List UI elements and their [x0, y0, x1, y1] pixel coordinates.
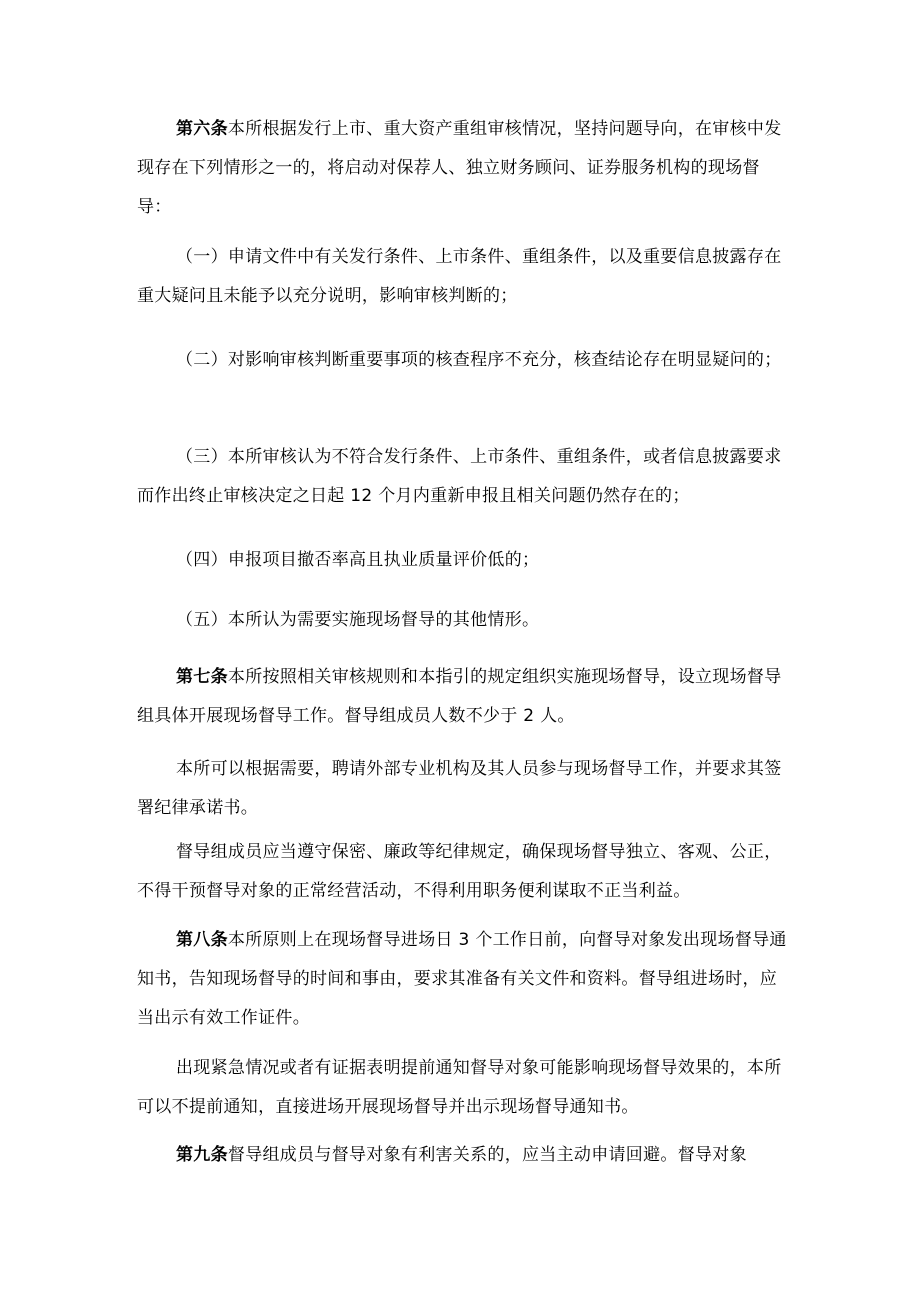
article-9-paragraph	[137, 1136, 792, 1175]
article-9-text: 督导组成员与督导对象有利害关系的，应当主动申请回避。督导对象	[227, 1145, 747, 1165]
article-8-paragraph-2	[137, 1049, 792, 1127]
article-7-paragraph-2	[137, 750, 792, 828]
article-6-item-4	[137, 541, 792, 580]
article-7-text: 本所按照相关审核规则和本指引的规定组织实施现场督导，设立现场督导组具体开展现场督导工作。督导组成员人数不少于 2 人。	[137, 667, 782, 726]
article-6-item-3	[137, 438, 792, 516]
article-6-item-2	[137, 341, 792, 380]
article-7-text-3: 督导组成员应当遵守保密、廉政等纪律规定，确保现场督导独立、客观、公正，不得干预督导对象的正常经营活动，不得利用职务便利谋取不正当利益。	[137, 842, 782, 901]
item-2-text: （二）对影响审核判断重要事项的核查程序不充分，核查结论存在明显疑问的；	[176, 350, 782, 370]
article-7-paragraph-3	[137, 833, 792, 911]
article-7-text-2: 本所可以根据需要，聘请外部专业机构及其人员参与现场督导工作，并要求其签署纪律承诺书。	[137, 759, 782, 818]
article-7-label: 第七条	[176, 667, 228, 687]
article-6-item-1	[137, 238, 792, 316]
item-3-text: （三）本所审核认为不符合发行条件、上市条件、重组条件，或者信息披露要求而作出终止审核决定之日起 12 个月内重新申报且相关问题仍然存在的；	[137, 447, 782, 506]
item-4-text: （四）申报项目撤否率高且执业质量评价低的；	[176, 550, 540, 570]
article-6-item-5	[137, 601, 792, 640]
article-6-text: 本所根据发行上市、重大资产重组审核情况，坚持问题导向，在审核中发现存在下列情形之一的，将启动对保荐人、独立财务顾问、证券服务机构的现场督导：	[137, 119, 782, 217]
article-6-label: 第六条	[176, 119, 228, 139]
article-7-paragraph	[137, 658, 792, 736]
article-8-text-2: 出现紧急情况或者有证据表明提前通知督导对象可能影响现场督导效果的，本所可以不提前通知，直接进场开展现场督导并出示现场督导通知书。	[137, 1058, 782, 1117]
article-8-label: 第八条	[176, 930, 228, 950]
article-6-paragraph	[137, 110, 792, 227]
article-8-text: 本所原则上在现场督导进场日 3 个工作日前，向督导对象发出现场督导通知书，告知现场督导的时间和事由，要求其准备有关文件和资料。督导组进场时，应当出示有效工作证件。	[137, 930, 787, 1028]
article-8-paragraph	[137, 921, 792, 1038]
item-5-text: （五）本所认为需要实施现场督导的其他情形。	[176, 610, 540, 630]
article-9-label: 第九条	[176, 1145, 228, 1165]
item-1-text: （一）申请文件中有关发行条件、上市条件、重组条件，以及重要信息披露存在重大疑问且未能予以充分说明，影响审核判断的；	[137, 247, 782, 306]
